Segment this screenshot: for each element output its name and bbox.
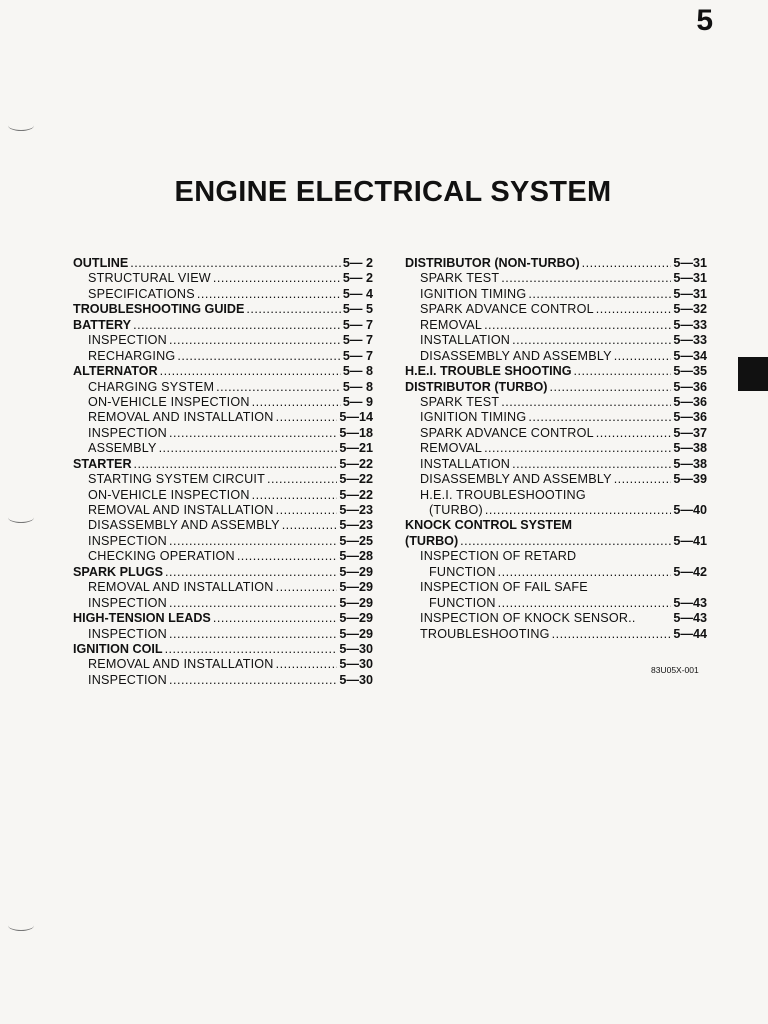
- toc-entry-label: H.E.I. TROUBLESHOOTING: [420, 487, 586, 502]
- toc-entry-label: DISASSEMBLY AND ASSEMBLY: [420, 348, 612, 363]
- dot-leader: [169, 333, 341, 348]
- figure-code: 83U05X-001: [651, 665, 699, 675]
- toc-entry-label: ASSEMBLY: [88, 441, 157, 456]
- toc-entry-label: INSPECTION OF RETARD: [420, 549, 577, 564]
- dot-leader: [252, 395, 341, 410]
- toc-entry-page: 5—40: [673, 503, 707, 517]
- dot-leader: [252, 488, 338, 503]
- toc-entry-label: DISASSEMBLY AND ASSEMBLY: [88, 518, 280, 533]
- toc-entry-label: OUTLINE: [73, 256, 129, 270]
- dot-leader: [614, 472, 672, 487]
- toc-entry: [73, 302, 373, 317]
- toc-entry-label: SPARK PLUGS: [73, 564, 164, 579]
- toc-entry: [73, 518, 373, 533]
- dot-leader: [501, 271, 671, 286]
- toc-entry-page: 5—30: [339, 672, 373, 687]
- toc-entry-label: IGNITION COIL: [73, 641, 163, 656]
- dot-leader: [276, 503, 338, 518]
- toc-entry-page: 5— 2: [342, 271, 373, 286]
- toc-entry-page: 5—32: [673, 302, 707, 317]
- dot-leader: [133, 318, 341, 333]
- dot-leader: [614, 349, 672, 364]
- toc-entry: [405, 580, 707, 595]
- toc-entry-label: CHARGING SYSTEM: [88, 379, 215, 394]
- toc-entry: [405, 364, 707, 379]
- toc-entry-label: (TURBO): [405, 533, 459, 548]
- toc-entry: [405, 488, 707, 503]
- toc-entry-label: SPARK TEST: [420, 271, 500, 286]
- toc-entry: [405, 472, 707, 487]
- toc-entry-page: 5—29: [339, 595, 373, 610]
- dot-leader: [276, 580, 338, 595]
- page-title: ENGINE ELECTRICAL SYSTEM: [174, 176, 612, 208]
- toc-entry-page: 5—31: [673, 256, 707, 270]
- toc-entry-label: IGNITION TIMING: [420, 286, 527, 301]
- dot-leader: [169, 534, 337, 549]
- dot-leader: [216, 380, 341, 395]
- toc-entry-label: INSPECTION: [88, 533, 167, 548]
- toc-entry-label: ON-VEHICLE INSPECTION: [88, 487, 250, 502]
- toc-entry-label: IGNITION TIMING: [420, 410, 527, 425]
- dot-leader: [484, 318, 671, 333]
- dot-leader: [165, 642, 338, 657]
- toc-entry-page: 5— 8: [342, 364, 373, 379]
- toc-entry: [405, 611, 707, 626]
- toc-entry-label: RECHARGING: [88, 348, 176, 363]
- toc-entry: [405, 395, 707, 410]
- toc-entry: [405, 302, 707, 317]
- toc-entry: [73, 318, 373, 333]
- dot-leader: [512, 457, 671, 472]
- toc-entry-label: FUNCTION: [429, 564, 496, 579]
- toc-entry-label: BATTERY: [73, 317, 132, 332]
- toc-entry: [405, 256, 707, 271]
- toc-entry-page: 5— 8: [342, 379, 373, 394]
- toc-entry-page: 5—34: [673, 348, 707, 363]
- toc-entry-page: 5— 2: [342, 256, 373, 270]
- dot-leader: [197, 287, 341, 302]
- toc-entry-page: 5—28: [339, 549, 373, 564]
- toc-entry-label: SPARK TEST: [420, 394, 500, 409]
- dot-leader: [528, 287, 671, 302]
- toc-entry: [73, 657, 373, 672]
- toc-entry: [405, 518, 707, 533]
- toc-entry-page: 5—29: [339, 626, 373, 641]
- dot-leader: [501, 395, 671, 410]
- toc-entry-label: DISTRIBUTOR (TURBO): [405, 379, 548, 394]
- toc-entry-page: 5—29: [339, 611, 373, 626]
- dot-leader: [550, 380, 672, 395]
- toc-entry-label: INSPECTION: [88, 626, 167, 641]
- toc-entry-label: SPARK ADVANCE CONTROL: [420, 302, 594, 317]
- toc-entry-label: TROUBLESHOOTING: [420, 626, 550, 641]
- toc-entry-page: 5—39: [673, 472, 707, 487]
- toc-entry-page: 5—29: [339, 564, 373, 579]
- dot-leader: [276, 410, 338, 425]
- toc-entry: [73, 426, 373, 441]
- toc-entry-page: 5—21: [339, 441, 373, 456]
- toc-entry: [73, 395, 373, 410]
- toc-entry-label: INSPECTION: [88, 672, 167, 687]
- toc-entry-label: SPARK ADVANCE CONTROL: [420, 425, 594, 440]
- toc-entry-page: 5—43: [673, 611, 707, 626]
- toc-entry: [73, 549, 373, 564]
- toc-entry-page: 5—41: [673, 533, 707, 548]
- toc-entry: [73, 333, 373, 348]
- dot-leader: [498, 596, 672, 611]
- dot-leader: [169, 673, 337, 688]
- toc-entry: [73, 380, 373, 395]
- toc-entry: [73, 534, 373, 549]
- toc-entry-page: 5—35: [673, 364, 707, 379]
- dot-leader: [282, 518, 338, 533]
- dot-leader: [267, 472, 337, 487]
- toc-entry-page: 5—33: [673, 317, 707, 332]
- toc-entry: [405, 503, 707, 518]
- toc-entry-label: FUNCTION: [429, 595, 496, 610]
- toc-entry-page: 5—36: [673, 410, 707, 425]
- toc-entry: [405, 441, 707, 456]
- toc-entry: [405, 627, 707, 642]
- toc-entry-page: 5—44: [673, 626, 707, 641]
- toc-entry: [73, 472, 373, 487]
- toc-entry-page: 5— 7: [342, 317, 373, 332]
- dot-leader: [177, 349, 341, 364]
- toc-entry-page: 5—38: [673, 456, 707, 471]
- toc-entry-label: TROUBLESHOOTING GUIDE: [73, 302, 245, 317]
- toc-entry: [73, 596, 373, 611]
- toc-entry: [73, 642, 373, 657]
- toc-entry-label: ALTERNATOR: [73, 364, 158, 379]
- toc-entry-label: (TURBO): [429, 503, 483, 517]
- toc-entry-label: REMOVAL: [420, 317, 483, 332]
- toc-entry-label: SPECIFICATIONS: [88, 286, 195, 301]
- toc-entry-label: DISASSEMBLY AND ASSEMBLY: [420, 472, 612, 487]
- toc-entry-label: REMOVAL AND INSTALLATION: [88, 503, 274, 517]
- toc-entry-label: H.E.I. TROUBLE SHOOTING: [405, 364, 572, 379]
- toc-entry: [73, 673, 373, 688]
- toc-right-column: [405, 256, 707, 642]
- toc-entry-label: INSTALLATION: [420, 456, 511, 471]
- dot-leader: [130, 256, 341, 271]
- toc-entry: [405, 457, 707, 472]
- toc-entry: [405, 534, 707, 549]
- dot-leader: [574, 364, 672, 379]
- dot-leader: [552, 627, 672, 642]
- toc-entry-label: INSPECTION OF KNOCK SENSOR..: [420, 611, 636, 626]
- binder-mark: [8, 920, 34, 931]
- toc-entry: [73, 457, 373, 472]
- toc-entry: [405, 410, 707, 425]
- toc-entry: [73, 611, 373, 626]
- toc-entry-page: 5—36: [673, 379, 707, 394]
- dot-leader: [169, 627, 337, 642]
- dot-leader: [498, 565, 672, 580]
- toc-entry: [405, 426, 707, 441]
- toc-entry-page: 5—23: [339, 518, 373, 533]
- toc-entry-page: 5— 9: [342, 394, 373, 409]
- toc-entry-page: 5—22: [339, 472, 373, 487]
- toc-entry-label: KNOCK CONTROL SYSTEM: [405, 518, 572, 533]
- toc-entry-page: 5—31: [673, 271, 707, 286]
- toc-left-column: [73, 256, 373, 688]
- toc-entry: [73, 565, 373, 580]
- toc-entry-page: 5—37: [673, 425, 707, 440]
- dot-leader: [460, 534, 671, 549]
- toc-entry: [73, 410, 373, 425]
- dot-leader: [237, 549, 338, 564]
- toc-entry-label: STRUCTURAL VIEW: [88, 271, 211, 286]
- toc-entry-label: DISTRIBUTOR (NON-TURBO): [405, 256, 580, 270]
- page-number: 5: [696, 4, 713, 37]
- toc-entry-page: 5—22: [339, 487, 373, 502]
- toc-entry-label: INSPECTION: [88, 425, 167, 440]
- toc-entry: [73, 441, 373, 456]
- toc-entry-page: 5—22: [339, 456, 373, 471]
- dot-leader: [213, 611, 338, 626]
- dot-leader: [485, 503, 672, 518]
- toc-entry-page: 5— 7: [342, 333, 373, 348]
- toc-entry: [73, 627, 373, 642]
- toc-entry: [73, 256, 373, 271]
- dot-leader: [512, 333, 671, 348]
- toc-entry: [73, 364, 373, 379]
- toc-entry-page: 5—25: [339, 533, 373, 548]
- toc-entry-label: REMOVAL AND INSTALLATION: [88, 410, 274, 425]
- dot-leader: [213, 271, 341, 286]
- toc-entry-label: INSTALLATION: [420, 333, 511, 348]
- toc-entry-page: 5—18: [339, 425, 373, 440]
- dot-leader: [159, 441, 338, 456]
- toc-entry-page: 5— 5: [342, 302, 373, 317]
- toc-entry-page: 5—29: [339, 580, 373, 595]
- toc-entry: [405, 333, 707, 348]
- toc-entry: [405, 349, 707, 364]
- toc-entry-label: INSPECTION: [88, 333, 167, 348]
- dot-leader: [160, 364, 341, 379]
- dot-leader: [246, 302, 340, 317]
- toc-entry-label: REMOVAL AND INSTALLATION: [88, 657, 274, 672]
- toc-entry-page: 5—33: [673, 333, 707, 348]
- toc-entry-page: 5—31: [673, 286, 707, 301]
- toc-entry-page: 5—30: [339, 657, 373, 672]
- dot-leader: [165, 565, 337, 580]
- toc-entry-label: STARTER: [73, 456, 132, 471]
- toc-entry-label: CHECKING OPERATION: [88, 549, 235, 564]
- dot-leader: [596, 426, 672, 441]
- toc-entry-label: REMOVAL AND INSTALLATION: [88, 580, 274, 595]
- toc-entry-page: 5—14: [339, 410, 373, 425]
- toc-entry-label: ON-VEHICLE INSPECTION: [88, 394, 250, 409]
- binder-mark: [8, 512, 34, 523]
- toc-entry-label: HIGH-TENSION LEADS: [73, 611, 211, 626]
- toc-entry: [73, 287, 373, 302]
- toc-entry-label: STARTING SYSTEM CIRCUIT: [88, 472, 265, 487]
- binder-mark: [8, 120, 34, 131]
- toc-entry-label: INSPECTION OF FAIL SAFE: [420, 580, 588, 595]
- toc-entry-page: 5—30: [339, 641, 373, 656]
- toc-entry: [73, 488, 373, 503]
- dot-leader: [528, 410, 671, 425]
- dot-leader: [169, 426, 337, 441]
- toc-entry: [73, 580, 373, 595]
- toc-entry: [405, 287, 707, 302]
- dot-leader: [484, 441, 671, 456]
- toc-entry: [73, 503, 373, 518]
- toc-entry: [405, 549, 707, 564]
- dot-leader: [582, 256, 672, 271]
- toc-entry-page: 5—36: [673, 394, 707, 409]
- toc-entry: [405, 596, 707, 611]
- toc-entry: [73, 271, 373, 286]
- toc-entry-page: 5—42: [673, 564, 707, 579]
- toc-entry-page: 5—43: [673, 595, 707, 610]
- toc-entry-label: INSPECTION: [88, 595, 167, 610]
- section-tab-marker: [738, 357, 768, 391]
- dot-leader: [276, 657, 338, 672]
- toc-entry: [73, 349, 373, 364]
- toc-entry: [405, 380, 707, 395]
- toc-entry-page: 5—23: [339, 503, 373, 517]
- toc-entry: [405, 565, 707, 580]
- toc-entry-page: 5— 4: [342, 286, 373, 301]
- toc-entry: [405, 318, 707, 333]
- dot-leader: [134, 457, 338, 472]
- toc-entry-label: REMOVAL: [420, 441, 483, 456]
- toc-entry: [405, 271, 707, 286]
- dot-leader: [169, 596, 337, 611]
- dot-leader: [596, 302, 672, 317]
- toc-entry-page: 5— 7: [342, 348, 373, 363]
- toc-entry-page: 5—38: [673, 441, 707, 456]
